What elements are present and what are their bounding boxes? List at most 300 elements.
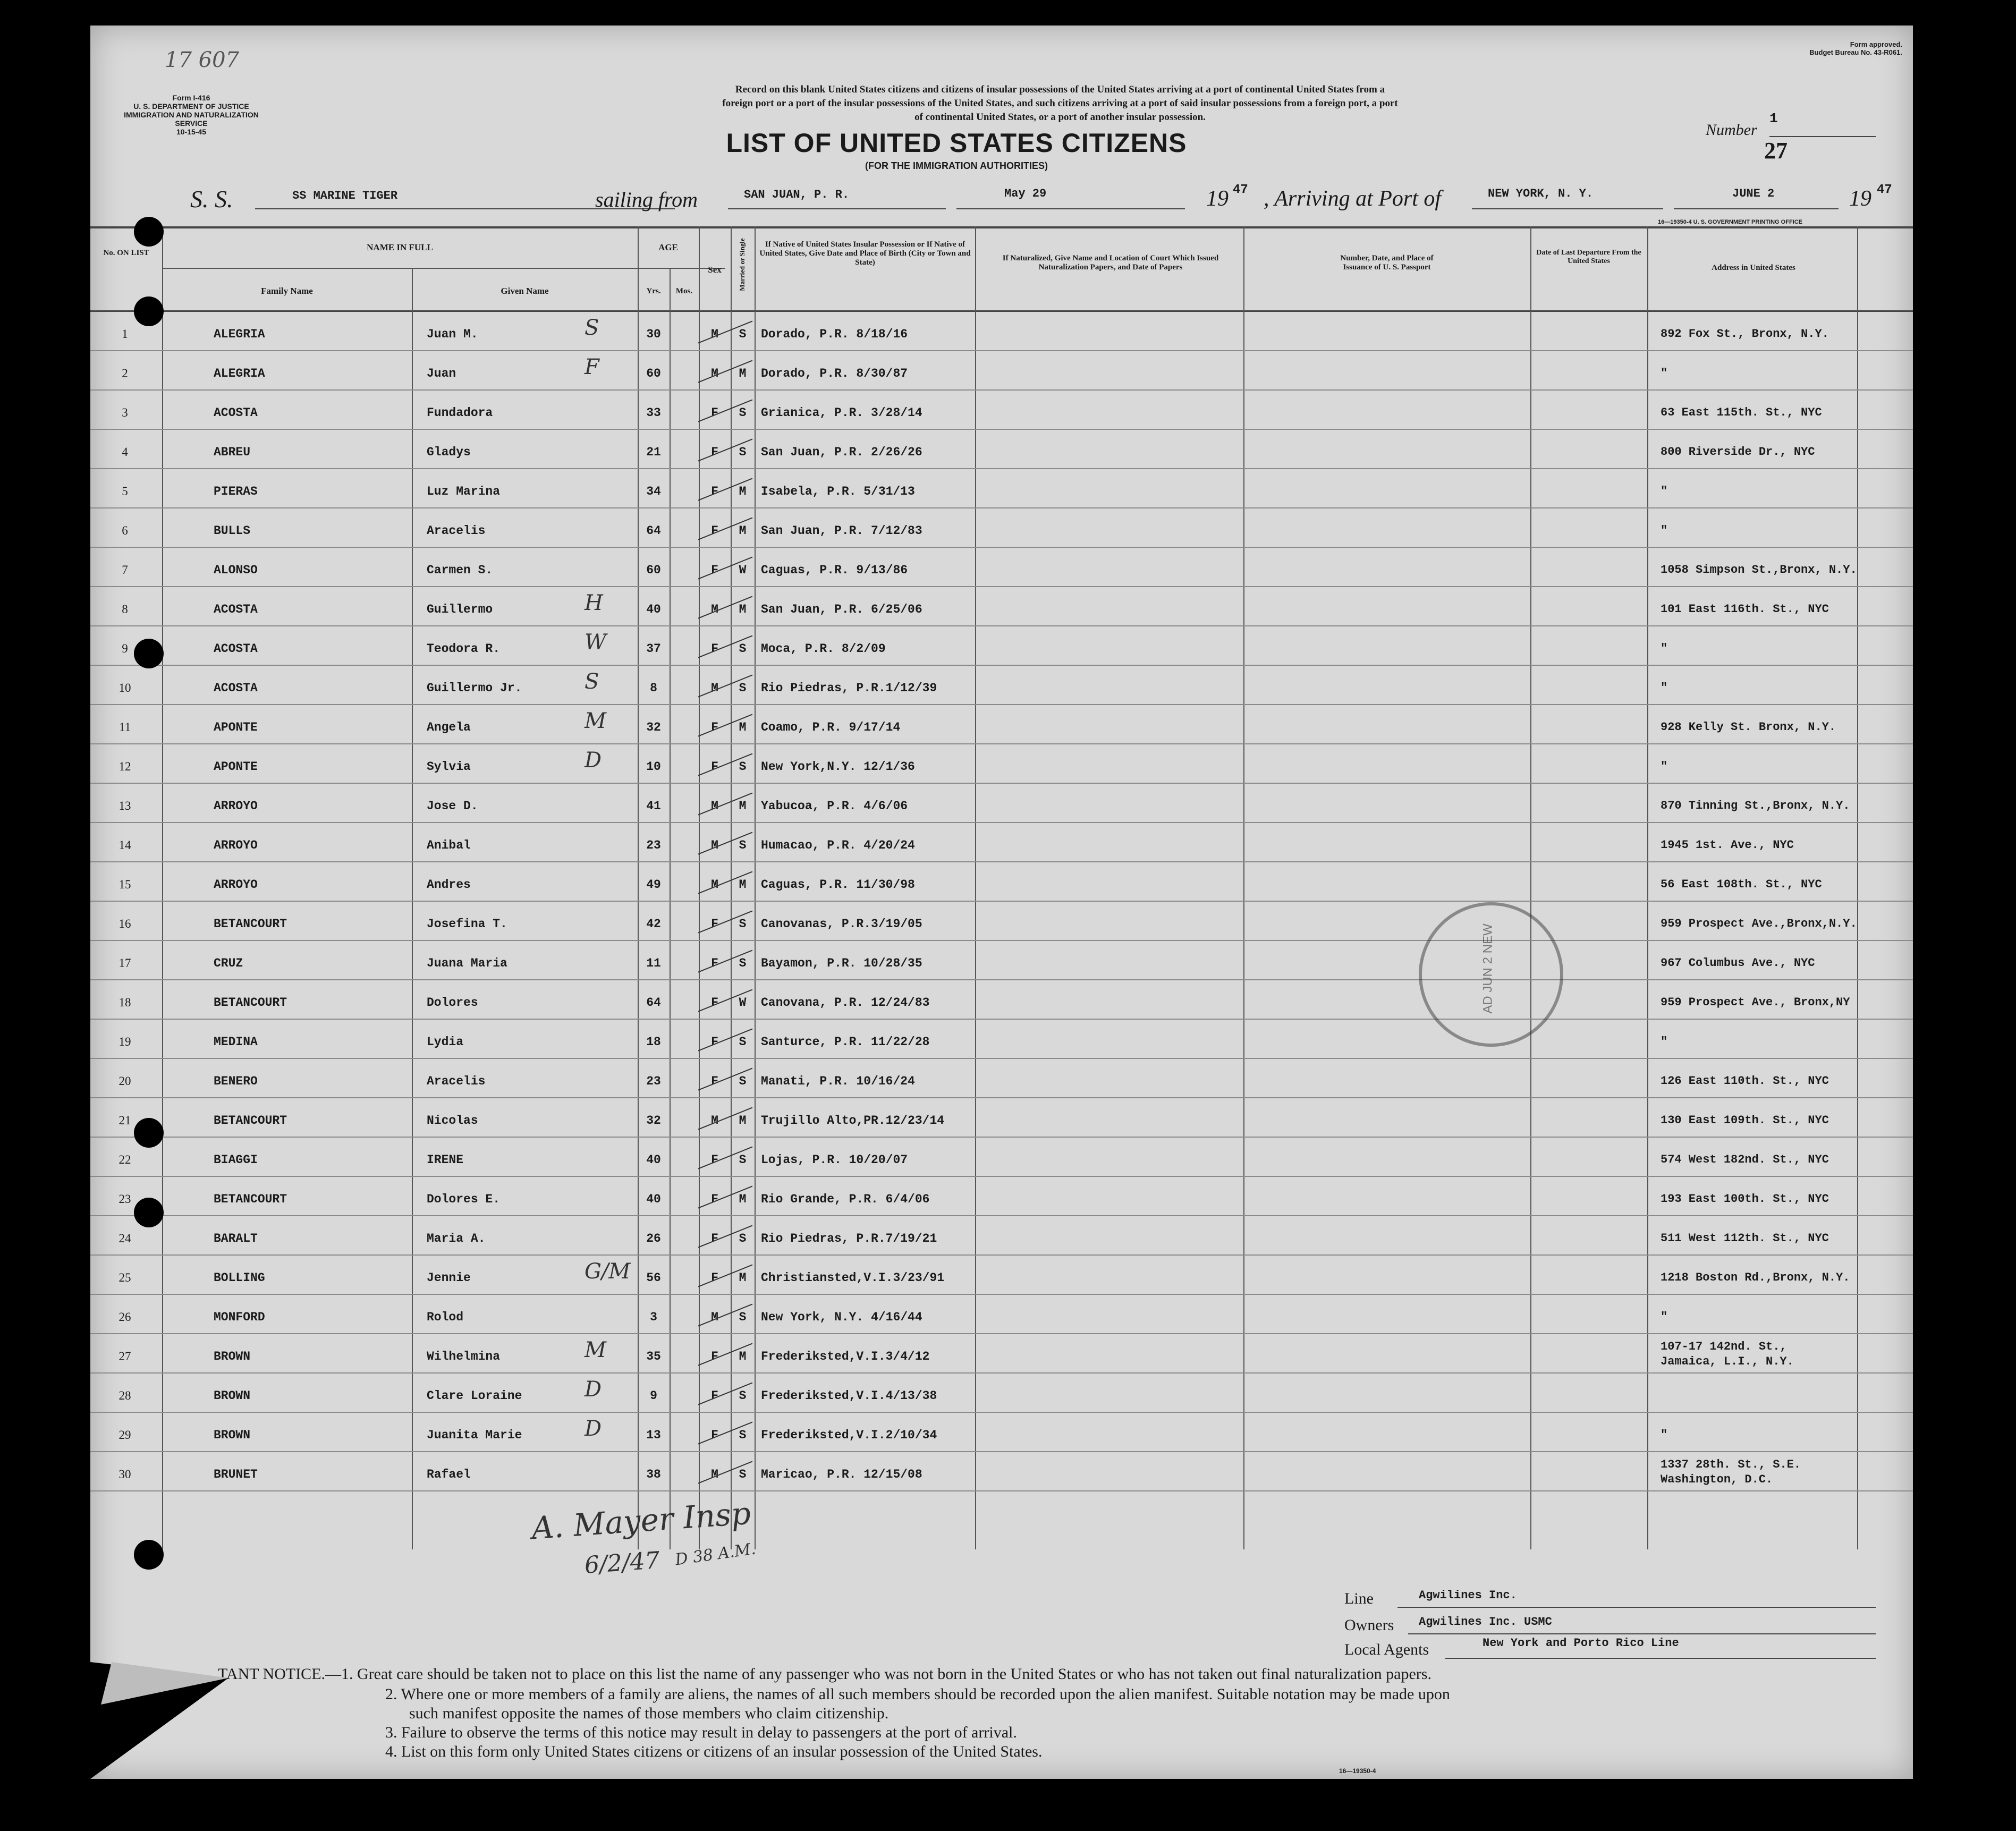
year-prefix: 19 (1206, 187, 1229, 211)
table-row (90, 547, 1913, 587)
row-number: 21 (118, 1114, 131, 1127)
birth-place-date: Canovanas, P.R.3/19/05 (761, 917, 922, 931)
given-name: Juan M. (427, 327, 478, 341)
birth-place-date: Rio Grande, P.R. 6/4/06 (761, 1192, 930, 1206)
table-row (90, 469, 1913, 508)
family-name: ARROYO (214, 799, 258, 813)
us-address: " (1661, 1310, 1668, 1324)
family-name: BETANCOURT (214, 917, 287, 931)
document-subtitle: (FOR THE IMMIGRATION AUTHORITIES) (865, 160, 1048, 171)
marital-status: S (739, 1428, 747, 1442)
us-address: 928 Kelly St. Bronx, N.Y. (1661, 720, 1836, 734)
birth-place-date: Grianica, P.R. 3/28/14 (761, 406, 922, 420)
us-address: 63 East 115th. St., NYC (1661, 406, 1822, 419)
relationship-annotation: D (585, 748, 602, 773)
table-row (90, 744, 1913, 784)
relationship-annotation: G/M (585, 1259, 631, 1284)
age-years: 34 (646, 485, 661, 498)
sex: M (711, 603, 718, 616)
relationship-annotation: H (585, 591, 603, 615)
notice-2: 2. Where one or more members of a family are aliens, the names of all such members should be recorded upon the alien manifest. Suitable notation may be made upon (385, 1685, 1450, 1703)
family-name: MEDINA (214, 1035, 258, 1049)
birth-place-date: Santurce, P.R. 11/22/28 (761, 1035, 930, 1049)
age-years: 64 (646, 524, 661, 538)
family-name: BROWN (214, 1428, 251, 1442)
row-number: 1 (122, 327, 128, 341)
header-no: No. ON LIST (103, 249, 149, 257)
sex: F (711, 760, 718, 774)
marital-status: S (739, 1153, 747, 1167)
birth-place-date: Rio Piedras, P.R.7/19/21 (761, 1232, 937, 1245)
given-name: Aracelis (427, 1074, 486, 1088)
ship-name: SS MARINE TIGER (292, 189, 398, 202)
age-years: 40 (646, 603, 661, 616)
marital-status: S (739, 681, 747, 695)
age-years: 23 (646, 838, 661, 852)
form-code: 16—19350-4 (1339, 1767, 1376, 1775)
manifest-sheet (90, 26, 1913, 1779)
family-name: ALEGRIA (214, 327, 265, 341)
row-number: 26 (118, 1310, 131, 1324)
table-row (90, 1452, 1913, 1491)
us-address: " (1661, 1428, 1668, 1442)
row-number: 6 (122, 524, 128, 537)
age-years: 40 (646, 1153, 661, 1167)
binder-hole (134, 217, 164, 247)
row-number: 2 (122, 367, 128, 380)
header-age: AGE (658, 242, 678, 252)
us-address: 870 Tinning St.,Bronx, N.Y. (1661, 799, 1850, 812)
birth-place-date: Yabucoa, P.R. 4/6/06 (761, 799, 908, 813)
notice-4: 4. List on this form only United States citizens or citizens of an insular possession of the United States. (385, 1743, 1043, 1760)
form-department: U. S. DEPARTMENT OF JUSTICE (133, 102, 249, 111)
bureau-number: Budget Bureau No. 43-R061. (1809, 48, 1902, 56)
arriving-label: , Arriving at Port of (1264, 187, 1442, 211)
marital-status: S (739, 1074, 747, 1088)
age-years: 60 (646, 367, 661, 380)
page-number: 27 (1764, 138, 1788, 164)
arrival-year-prefix: 19 (1849, 187, 1871, 211)
age-years: 35 (646, 1350, 661, 1363)
arrival-date-underline (1674, 208, 1839, 209)
row-number: 23 (118, 1192, 131, 1206)
age-years: 9 (650, 1389, 657, 1403)
row-number: 17 (118, 956, 131, 970)
given-name: Rolod (427, 1310, 464, 1324)
arrival-port: NEW YORK, N. Y. (1488, 187, 1594, 200)
relationship-annotation: W (585, 630, 607, 655)
voyage-line (90, 183, 1913, 215)
us-address: 1945 1st. Ave., NYC (1661, 838, 1794, 852)
us-address: 574 West 182nd. St., NYC (1661, 1153, 1829, 1166)
notice-1: TANT NOTICE.—1. Great care should be taken not to place on this list the name of any passenger who was not born in the United States or who has not taken out final naturalization papers. (218, 1665, 1431, 1683)
age-years: 23 (646, 1074, 661, 1088)
us-address: 193 East 100th. St., NYC (1661, 1192, 1829, 1206)
family-name: MONFORD (214, 1310, 265, 1324)
family-name: ALEGRIA (214, 367, 265, 380)
document-title: LIST OF UNITED STATES CITIZENS (726, 128, 1187, 158)
table-row (90, 862, 1913, 902)
marital-status: S (739, 1310, 747, 1324)
birth-place-date: San Juan, P.R. 6/25/06 (761, 603, 922, 616)
age-years: 42 (646, 917, 661, 931)
us-address: 959 Prospect Ave.,Bronx,N.Y. (1661, 917, 1857, 930)
table-row (90, 351, 1913, 391)
us-address: 107-17 142nd. St., (1661, 1340, 1787, 1353)
relationship-annotation: S (585, 316, 599, 340)
sex: F (711, 917, 718, 931)
family-name: BETANCOURT (214, 1114, 287, 1128)
birth-place-date: Dorado, P.R. 8/30/87 (761, 367, 908, 380)
given-name: Rafael (427, 1468, 471, 1481)
sex: M (711, 1310, 718, 1324)
us-address: " (1661, 524, 1668, 537)
given-name: Sylvia (427, 760, 471, 774)
marital-status: M (739, 524, 747, 538)
row-number: 29 (118, 1428, 131, 1442)
line-label: Line (1344, 1590, 1374, 1607)
given-name: Juana Maria (427, 956, 507, 970)
arrival-date: JUNE 2 (1732, 187, 1775, 200)
sex: F (711, 406, 718, 420)
marital-status: M (739, 603, 747, 616)
line-field (1344, 1590, 1876, 1608)
family-name: BROWN (214, 1350, 251, 1363)
sex: F (711, 1350, 718, 1363)
us-address: 800 Riverside Dr., NYC (1661, 445, 1815, 459)
family-name: BRUNET (214, 1468, 258, 1481)
age-years: 18 (646, 1035, 661, 1049)
birth-place-date: Trujillo Alto,PR.12/23/14 (761, 1114, 945, 1128)
instruction-line: Record on this blank United States citizens and citizens of insular possessions of the United States arriving at a port of continental United States from a (735, 84, 1385, 95)
sailing-year: 47 (1233, 183, 1248, 197)
birth-place-date: Humacao, P.R. 4/20/24 (761, 838, 915, 852)
row-number: 22 (118, 1153, 131, 1166)
table-row (90, 311, 1913, 351)
given-name: Clare Loraine (427, 1389, 522, 1403)
birth-place-date: New York, N.Y. 4/16/44 (761, 1310, 922, 1324)
birth-place-date: Rio Piedras, P.R.1/12/39 (761, 681, 937, 695)
marital-status: M (739, 1271, 747, 1285)
birth-place-date: Caguas, P.R. 11/30/98 (761, 878, 915, 892)
row-number: 20 (118, 1074, 131, 1088)
sex: F (711, 1232, 718, 1245)
age-years: 38 (646, 1468, 661, 1481)
row-number: 24 (118, 1232, 131, 1245)
row-number: 5 (122, 485, 128, 498)
us-address-line-2: Washington, D.C. (1661, 1473, 1773, 1486)
given-name: Maria A. (427, 1232, 486, 1245)
birth-place-date: Moca, P.R. 8/2/09 (761, 642, 886, 656)
owners-underline (1408, 1633, 1876, 1634)
arrival-year: 47 (1877, 183, 1892, 197)
us-address: 1058 Simpson St.,Bronx, N.Y. (1661, 563, 1857, 577)
age-years: 26 (646, 1232, 661, 1245)
birth-place-date: Frederiksted,V.I.3/4/12 (761, 1350, 930, 1363)
table-row (90, 587, 1913, 626)
header-passport: Number, Date, and Place of Issuance of U. S. Passport (1340, 254, 1434, 272)
age-years: 32 (646, 720, 661, 734)
marital-status: S (739, 642, 747, 656)
sex: F (711, 1074, 718, 1088)
number-value: 1 (1769, 111, 1778, 126)
table-row (90, 705, 1913, 744)
given-name: IRENE (427, 1153, 464, 1167)
table-row (90, 1334, 1913, 1374)
sex: F (711, 1389, 718, 1403)
sex: M (711, 799, 718, 813)
table-row (90, 1019, 1913, 1059)
us-address: 56 East 108th. St., NYC (1661, 878, 1822, 891)
given-name: Juanita Marie (427, 1428, 522, 1442)
table-row (90, 1294, 1913, 1334)
given-name: Jennie (427, 1271, 471, 1285)
age-years: 11 (646, 956, 661, 970)
inspection-date: 6/2/47 (583, 1547, 661, 1579)
table-row (90, 665, 1913, 705)
sex: M (711, 1114, 718, 1128)
handwritten-file-number: 17 607 (165, 48, 239, 72)
relationship-annotation: D (585, 1417, 602, 1441)
row-number: 4 (122, 445, 128, 459)
given-name: Dolores E. (427, 1192, 501, 1206)
approval-block (1754, 40, 1902, 56)
row-number: 25 (118, 1271, 131, 1284)
header-naturalized: If Naturalized, Give Name and Location of Court Which Issued Naturalization Papers, and Date of Papers (1002, 254, 1219, 272)
marital-status: S (739, 1389, 747, 1403)
given-name: Guillermo Jr. (427, 681, 522, 695)
marital-status: S (739, 1468, 747, 1481)
marital-status: M (739, 1350, 747, 1363)
binder-hole (134, 1540, 164, 1570)
header-married-single: Married or Single (738, 238, 746, 291)
age-years: 13 (646, 1428, 661, 1442)
table-row (90, 1058, 1913, 1098)
sex: M (711, 878, 718, 892)
marital-status: M (739, 485, 747, 498)
sex: F (711, 956, 718, 970)
port-underline (728, 208, 946, 209)
given-name: Aracelis (427, 524, 486, 538)
sex: F (711, 1428, 718, 1442)
sailing-port: SAN JUAN, P. R. (744, 188, 850, 201)
relationship-annotation: M (585, 1338, 606, 1362)
sex: F (711, 1192, 718, 1206)
header-mos: Mos. (675, 287, 693, 295)
relationship-annotation: D (585, 1377, 602, 1402)
given-name: Lydia (427, 1035, 464, 1049)
table-row (90, 940, 1913, 980)
instruction-block (409, 83, 1711, 124)
family-name: BENERO (214, 1074, 258, 1088)
us-address: 511 West 112th. St., NYC (1661, 1232, 1829, 1245)
family-name: BULLS (214, 524, 251, 538)
form-id-block (112, 94, 271, 136)
row-number: 12 (118, 760, 131, 773)
birth-place-date: San Juan, P.R. 2/26/26 (761, 445, 922, 459)
ss-label: S. S. (190, 185, 233, 213)
family-name: BOLLING (214, 1271, 265, 1285)
family-name: ACOSTA (214, 603, 258, 616)
relationship-annotation: M (585, 709, 606, 733)
age-years: 33 (646, 406, 661, 420)
table-row (90, 508, 1913, 548)
line-underline (1397, 1607, 1876, 1608)
sex: M (711, 327, 718, 341)
name-age-subrule (162, 268, 725, 269)
marital-status: S (739, 1035, 747, 1049)
family-name: APONTE (214, 760, 258, 774)
marital-status: W (739, 996, 747, 1010)
number-label: Number (1706, 121, 1757, 139)
family-name: ABREU (214, 445, 251, 459)
table-row (90, 390, 1913, 430)
family-name: CRUZ (214, 956, 243, 970)
age-years: 60 (646, 563, 661, 577)
family-name: BETANCOURT (214, 1192, 287, 1206)
printing-note: 16—19350-4 U. S. GOVERNMENT PRINTING OFFICE (1658, 219, 1803, 225)
sex: M (711, 681, 718, 695)
marital-status: M (739, 878, 747, 892)
given-name: Carmen S. (427, 563, 493, 577)
sex: F (711, 485, 718, 498)
marital-status: S (739, 760, 747, 774)
header-sex: Sex (708, 265, 722, 275)
birth-place-date: New York,N.Y. 12/1/36 (761, 760, 915, 774)
family-name: ACOSTA (214, 681, 258, 695)
table-row (90, 980, 1913, 1020)
header-native: If Native of United States Insular Possession or If Native of United States, Give Date and Place of Birth (City or Town and State) (759, 240, 971, 267)
table-top-rule (90, 226, 1913, 228)
inspection-time: D 38 A.M. (674, 1539, 757, 1570)
birth-place-date: Maricao, P.R. 12/15/08 (761, 1468, 922, 1481)
us-address: " (1661, 642, 1668, 655)
binder-hole (134, 296, 164, 326)
agents-value: New York and Porto Rico Line (1483, 1637, 1679, 1650)
us-address: " (1661, 1035, 1668, 1048)
family-name: APONTE (214, 720, 258, 734)
sex: M (711, 838, 718, 852)
family-name: ACOSTA (214, 642, 258, 656)
birth-place-date: Frederiksted,V.I.2/10/34 (761, 1428, 937, 1442)
age-years: 21 (646, 445, 661, 459)
stamp-text: AD JUN 2 NEW (1480, 923, 1495, 1014)
row-number: 3 (122, 406, 128, 419)
given-name: Juan (427, 367, 456, 380)
marital-status: M (739, 367, 747, 380)
row-number: 9 (122, 642, 128, 655)
table-row (90, 901, 1913, 941)
inspector-signature: A. Mayer Insp (530, 1495, 752, 1547)
birth-place-date: Coamo, P.R. 9/17/14 (761, 720, 901, 734)
given-name: Nicolas (427, 1114, 478, 1128)
given-name: Dolores (427, 996, 478, 1010)
given-name: Jose D. (427, 799, 478, 813)
row-number: 19 (118, 1035, 131, 1048)
given-name: Angela (427, 720, 471, 734)
given-name: Luz Marina (427, 485, 501, 498)
age-years: 10 (646, 760, 661, 774)
table-row (90, 1412, 1913, 1452)
sex: F (711, 1035, 718, 1049)
us-address: " (1661, 760, 1668, 773)
birth-place-date: Manati, P.R. 10/16/24 (761, 1074, 915, 1088)
table-row (90, 429, 1913, 469)
marital-status: M (739, 720, 747, 734)
us-address: 101 East 116th. St., NYC (1661, 603, 1829, 616)
birth-place-date: Dorado, P.R. 8/18/16 (761, 327, 908, 341)
table-row (90, 626, 1913, 666)
age-years: 40 (646, 1192, 661, 1206)
owners-field (1344, 1616, 1876, 1634)
sex: M (711, 367, 718, 380)
form-date: 10-15-45 (176, 128, 207, 136)
us-address: 892 Fox St., Bronx, N.Y. (1661, 327, 1829, 341)
birth-place-date: Lojas, P.R. 10/20/07 (761, 1153, 908, 1167)
header-address: Address in United States (1712, 264, 1795, 272)
instruction-line: of continental United States, or a port of another insular possession. (914, 112, 1206, 123)
instruction-line: foreign port or a port of the insular possessions of the United States, and such citizens arriving at a port of said insular possessions from a foreign port, a port (722, 98, 1398, 109)
sex: F (711, 445, 718, 459)
family-name: BIAGGI (214, 1153, 258, 1167)
age-years: 8 (650, 681, 657, 695)
us-address-line-2: Jamaica, L.I., N.Y. (1661, 1355, 1794, 1368)
age-years: 37 (646, 642, 661, 656)
family-name: BARALT (214, 1232, 258, 1245)
us-address: " (1661, 367, 1668, 380)
sex: F (711, 524, 718, 538)
marital-status: S (739, 406, 747, 420)
sex: F (711, 996, 718, 1010)
line-value: Agwilines Inc. (1419, 1589, 1517, 1602)
family-name: ALONSO (214, 563, 258, 577)
approval-text: Form approved. (1850, 40, 1902, 48)
given-name: Gladys (427, 445, 471, 459)
header-family-name: Family Name (261, 286, 313, 296)
form-number: Form I-416 (172, 94, 210, 102)
us-address: " (1661, 681, 1668, 694)
table-row (90, 823, 1913, 862)
agents-field (1344, 1637, 1876, 1659)
header-given-name: Given Name (501, 286, 549, 296)
age-years: 49 (646, 878, 661, 892)
row-number: 28 (118, 1389, 131, 1402)
row-number: 11 (118, 720, 131, 734)
given-name: Anibal (427, 838, 471, 852)
header-last-departure: Date of Last Departure From the United States (1536, 249, 1641, 265)
notice-3: 3. Failure to observe the terms of this notice may result in delay to passengers at the port of arrival. (385, 1724, 1017, 1741)
family-name: BROWN (214, 1389, 251, 1403)
sex: F (711, 720, 718, 734)
birth-place-date: Canovana, P.R. 12/24/83 (761, 996, 930, 1010)
header-yrs: Yrs. (646, 287, 661, 295)
binder-hole (134, 1198, 164, 1227)
birth-place-date: Caguas, P.R. 9/13/86 (761, 563, 908, 577)
age-years: 41 (646, 799, 661, 813)
header-name-in-full: NAME IN FULL (367, 242, 433, 252)
row-number: 30 (118, 1468, 131, 1481)
marital-status: S (739, 327, 747, 341)
relationship-annotation: S (585, 669, 599, 694)
marital-status: M (739, 1192, 747, 1206)
row-number: 7 (122, 563, 128, 577)
marital-status: S (739, 956, 747, 970)
age-years: 32 (646, 1114, 661, 1128)
marital-status: S (739, 917, 747, 931)
us-address: 130 East 109th. St., NYC (1661, 1114, 1829, 1127)
row-number: 16 (118, 917, 131, 930)
folded-corner (90, 1662, 228, 1779)
